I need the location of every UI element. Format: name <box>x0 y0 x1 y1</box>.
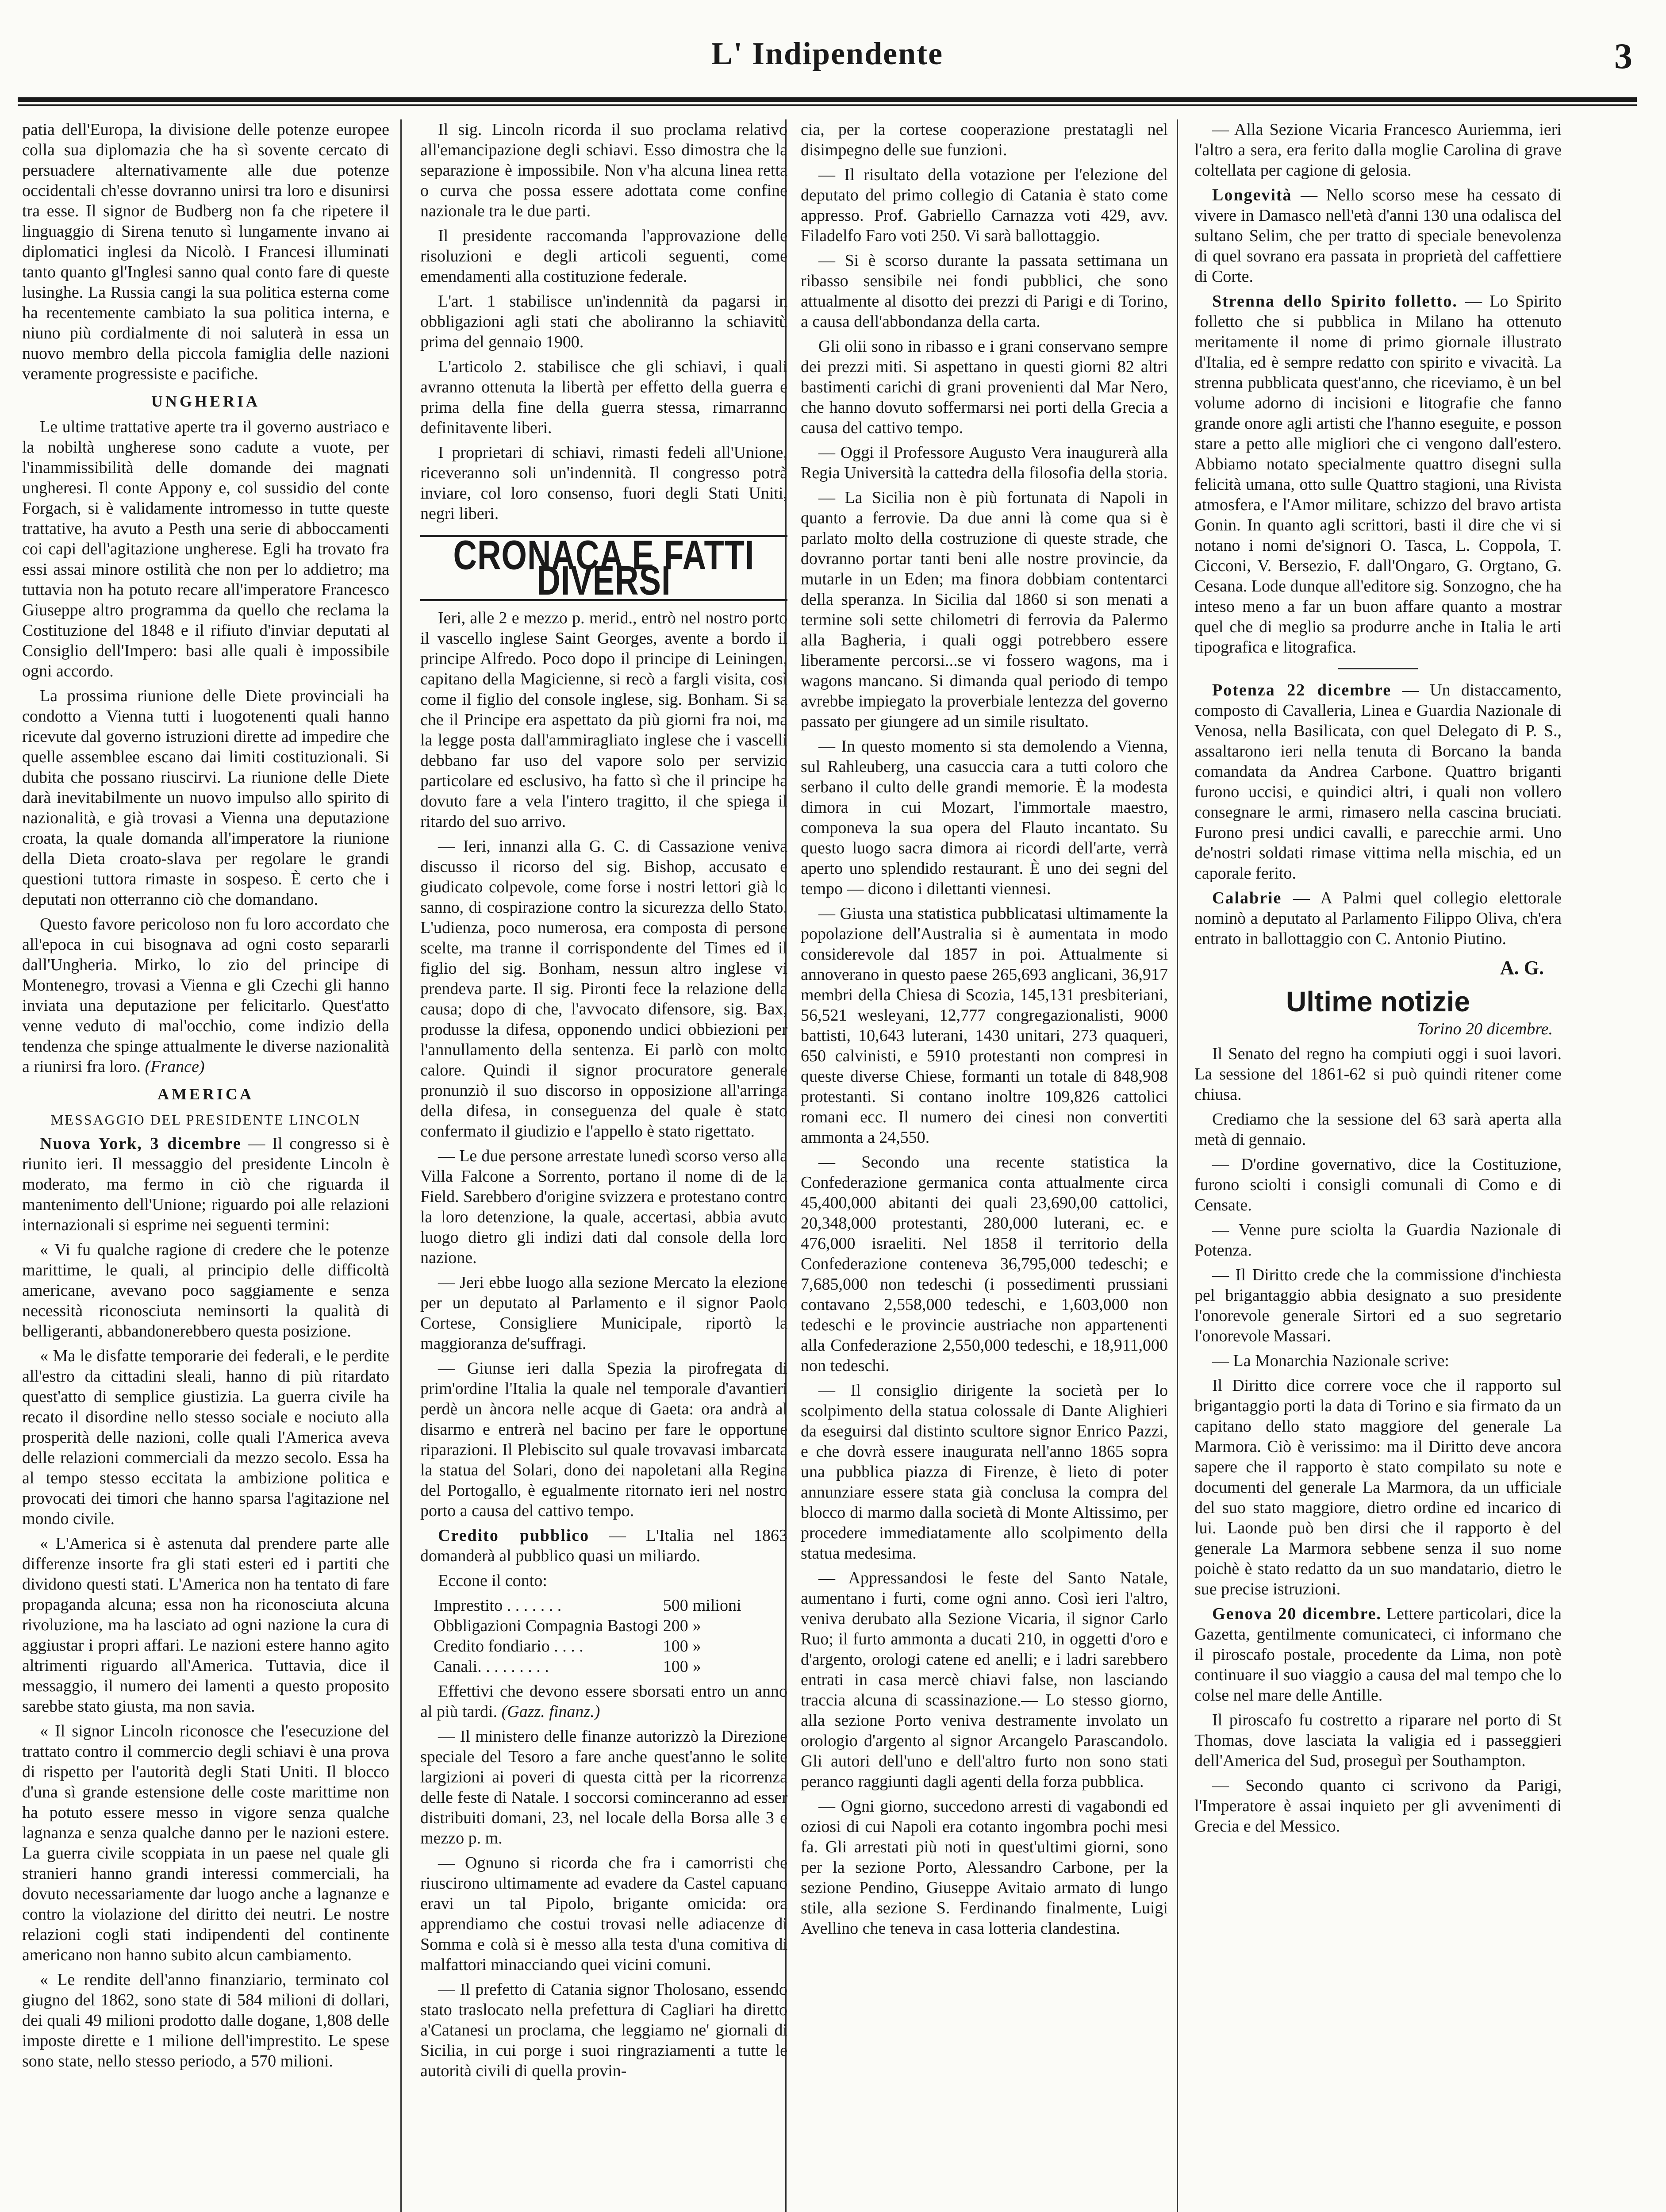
article-paragraph: « L'America si è astenuta dal prendere parte alle differenze insorte fra gli stati esteri ed i partiti che dividono questi stati. L'America non ha tentato di fare propaganda alcuna; essa non ha riconosciuta alcuna rivoluzione, ma ha lasciato ad ogni nazione la cura di aggiustar i propri affari. Le nazioni estere hanno agito altrimenti riguardo all'America. Tuttavia, dice il messaggio, il numero dei lamenti a questo proposito sarebbe stato giusta, ma non savia. <box>22 1534 389 1716</box>
article-paragraph: Il Senato del regno ha compiuti oggi i suoi lavori. La sessione del 1861-62 si può quindi ritener come chiusa. <box>1194 1045 1562 1104</box>
article-paragraph: — Il risultato della votazione per l'elezione del deputato del primo collegio di Catania è stato come appresso. Prof. Gabriello Carnazza voti 429, avv. Filadelfo Faro voti 250. Vi sarà ballottaggio. <box>801 165 1168 245</box>
article-paragraph: — Il consiglio dirigente la società per lo scolpimento della statua colossale di Dante Alighieri da eseguirsi dal distinto scultore signor Enrico Pazzi, e che dovrà essere inaugurata nell'anno 1865 sopra una pubblica piazza di Firenze, è lieto di poter annunziare essere stata già conclusa la compra del blocco di marmo dalla società di Monte Altissimo, per procedere immediatamente allo scolpimento della statua medesima. <box>801 1381 1168 1563</box>
table-cell: » <box>692 1637 701 1655</box>
paragraph-text: Effettivi che devono essere sborsati entro un anno al più tardi. <box>420 1682 787 1721</box>
article-paragraph: Il piroscafo fu costretto a riparare nel porto di St Thomas, dove lasciata la valigia ed i passeggieri dell'America del Sud, proseguì per Southampton. <box>1194 1711 1562 1770</box>
article-paragraph: — Si è scorso durante la passata settimana un ribasso sensibile nei fondi pubblici, che sono attualmente al disotto dei prezzi di Parigi e di Torino, a causa dell'abbondanza della carta. <box>801 251 1168 331</box>
article-paragraph <box>1194 680 1562 883</box>
article-paragraph <box>1194 1604 1562 1705</box>
item-leadin: Genova 20 dicembre. <box>1212 1605 1382 1623</box>
section-heading-ungheria: UNGHERIA <box>151 392 261 410</box>
table-cell: 200 <box>663 1617 688 1635</box>
article-paragraph: Eccone il conto: <box>438 1571 547 1590</box>
article-paragraph: — Il prefetto di Catania signor Tholosano, essendo stato traslocato nella prefettura di Cagliari ha diretto a'Catanesi un proclama, che leggiamo ne' giornali di Sicilia, in cui porge i suoi ringraziamenti a tutte le autorità civili di quella provin- <box>420 1980 787 2080</box>
column-divider <box>400 119 402 2212</box>
table-cell: milioni <box>692 1596 741 1615</box>
dateline-leadin: Nuova York, 3 dicembre <box>40 1134 242 1153</box>
column-divider <box>1177 119 1178 2212</box>
article-paragraph: Gli olii sono in ribasso e i grani conservano sempre dei prezzi miti. Si aspettano in questi giorni 82 altri bastimenti carichi di grani provenienti dal Mar Nero, che hanno dovuto soffermarsi nei porti della Grecia a causa del cattivo tempo. <box>801 337 1168 437</box>
article-paragraph: — Le due persone arrestate lunedì scorso verso alla Villa Falcone a Sorrento, portano il nome di de la Field. Sarebbero d'origine svizzera e protestano contro la loro detenzione, la quale, accertasi, abbia avuto luogo dietro gli indizi dati dal console della loro nazione. <box>420 1147 787 1267</box>
article-paragraph: — Venne pure sciolta la Guardia Nazionale di Potenza. <box>1194 1221 1562 1260</box>
article-paragraph: Il presidente raccomanda l'approvazione delle risoluzioni e degli articoli seguenti, come emendamenti alla costituzione federale. <box>420 227 787 286</box>
article-paragraph: L'articolo 2. stabilisce che gli schiavi, i quali avranno ottenuta la libertà per effetto della guerra e prima della fine della guerra stessa, rimarranno definitavente liberi. <box>420 357 787 437</box>
article-paragraph: — Oggi il Professore Augusto Vera inaugurerà alla Regia Università la cattedra della filosofia della storia. <box>801 443 1168 482</box>
article-paragraph: — Giunse ieri dalla Spezia la pirofregata di prim'ordine l'Italia la quale nel temporale d'avantieri perdè un àncora nelle acque di Gaeta: ora andrà al disarmo e entrerà nel bacino per fare le opportune riparazioni. Il Plebiscito sul quale trovavasi imbarcata la statua del Solari, dono dei napoletani alla Regina del Portogallo, è egualmente ritornato ieri nel nostro porto a causa del cattivo tempo. <box>420 1359 787 1520</box>
column-4 <box>1194 119 1562 2212</box>
masthead <box>18 18 1637 84</box>
article-paragraph: Le ultime trattative aperte tra il governo austriaco e la nobiltà ungherese sono cadute a vuote, per l'inammissibilità delle domande dei magnati ungheresi. Il conte Appony e, col sussidio del conte Forgach, si è validamente intromesso in tutte queste trattative, ha avuto a Pesth una serie di abboccamenti coi capi dell'agitazione ungherese. Egli ha trovato fra essi assai minore ostilità che non per lo addietro; ma tuttavia non ha potuto recare all'imperatore Francesco Giuseppe altro programma da quello che reclama la Costituzione del 1848 e il rifiuto d'inviar deputati al Consiglio dell'Impero: basi alle quali è impossibile ogni accordo. <box>22 418 389 680</box>
article-paragraph: — Jeri ebbe luogo alla sezione Mercato la elezione per un deputato al Parlamento e il signor Paolo Cortese, Consigliere Municipale, riportò la maggioranza de'suffragi. <box>420 1273 787 1353</box>
section-heading-ultime: Ultime notizie <box>1286 986 1470 1018</box>
article-paragraph: « Il signor Lincoln riconosce che l'esecuzione del trattato contro il commercio degli schiavi è una prova di rispetto per l'autorità degli Stati Uniti. Il blocco d'una sì grande estensione delle coste marittime non ha potuto essere messo in vigore senza qualche lagnanza e senza qualche danno per le nazioni estere. La guerra civile scoppiata in un paese nel quale gli stranieri hanno grandi interessi commerciali, ha dovuto necessariamente dar luogo anche a lagnanze e contro la violazione del diritto dei neutri. Le nostre relazioni cogli stati indipendenti del continente americano non hanno subito alcun cambiamento. <box>22 1722 389 1964</box>
article-paragraph: « Le rendite dell'anno finanziario, terminato col giugno del 1862, sono state di 584 milioni di dollari, dei quali 49 milioni prodotto dalle dogane, 1,808 delle imposte dirette e 1 milione dell'imprestito. Le spese sono state, nello stesso periodo, a 570 milioni. <box>22 1970 389 2070</box>
newspaper-title: L' Indipendente <box>711 36 944 71</box>
source-credit: (Gazz. finanz.) <box>501 1702 600 1721</box>
article-paragraph: Il Diritto dice correre voce che il rapporto sul brigantaggio porti la data di Torino e sia firmato da un capitano dello stato maggiore del generale La Marmora. Ciò è verissimo: ma il Diritto deve ancora sapere che il rapporto è stato compilato su note e documenti del generale La Marmora, da un ufficiale del suo stato maggiore, dietro ordine ed incarico di lui. Laonde può ben dirsi che il rapporto è del generale La Marmora sebbene senza il suo nome poichè è stato redatto da un suo mandatario, dietro le sue precise istruzioni. <box>1194 1376 1562 1598</box>
table-cell: » <box>692 1657 701 1676</box>
source-credit: (France) <box>145 1057 205 1076</box>
article-paragraph <box>22 914 389 1077</box>
column-2 <box>420 119 787 2212</box>
separator <box>1338 668 1418 669</box>
article-paragraph <box>420 1525 787 1566</box>
article-paragraph: « Vi fu qualche ragione di credere che le potenze marittime, le quali, al principio delle difficoltà americane, avevano poco saggiamente e senza necessità riconosciuta neminsorti la qualità di belligeranti, abbandonerebbero questa posizione. <box>22 1240 389 1340</box>
paragraph-text: — A Palmi quel collegio elettorale nominò a deputato al Parlamento Filippo Oliva, ch'era entrato in ballottaggio con C. Antonio Piutino. <box>1194 889 1562 948</box>
section-heading-cronaca: CRONACA E FATTI DIVERSI <box>420 535 787 601</box>
table-cell: 100 <box>663 1637 688 1655</box>
article-paragraph: Crediamo che la sessione del 63 sarà aperta alla metà di gennaio. <box>1194 1110 1562 1149</box>
budget-table <box>434 1595 746 1677</box>
article-paragraph: I proprietari di schiavi, rimasti fedeli all'Unione, riceveranno soli un'indennità. Il congresso potrà inviare, col loro consenso, fuori degli Stati Uniti, negri liberi. <box>420 443 787 523</box>
article-paragraph: Il sig. Lincoln ricorda il suo proclama relativo all'emancipazione degli schiavi. Esso dimostra che la separazione è impossibile. Non v'ha alcuna linea retta o curva che possa essere adottata come confine nazionale tra le due parti. <box>420 120 787 220</box>
article-paragraph: — Alla Sezione Vicaria Francesco Auriemma, ieri l'altro a sera, era ferito dalla moglie Carolina di grave coltellata per cagione di gelosia. <box>1194 120 1562 180</box>
article-paragraph: L'art. 1 stabilisce un'indennità da pagarsi in obbligazioni agli stati che aboliranno la schiavitù prima del gennaio 1900. <box>420 292 787 351</box>
paragraph-text: — Il congresso si è riunito ieri. Il messaggio del presidente Lincoln è moderato, ma fermo in ciò che riguarda il mantenimento dell'Unione; riguardo poi alle relazioni internazionali si esprime nei seguenti termini: <box>22 1134 389 1234</box>
article-paragraph: La prossima riunione delle Diete provinciali ha condotto a Vienna tutti i luogotenenti quali hanno ricevute dal governo istruzioni dirette ad impedire che quelle assemblee escano dai limiti costituzionali. Si dubita che possano riuscirvi. La riunione delle Diete darà inevitabilmente un nuovo impulso allo spirito di nazionalità, e già trovasi a Vienna una deputazione croata, la quale domanda all'imperatore la riunione della Dieta croato-slava per regolare le grandi questioni tuttora rimaste in sospeso. È certo che i deputati non otterranno ciò che domandano. <box>22 687 389 909</box>
item-leadin: Longevità <box>1212 186 1292 204</box>
column-1 <box>22 119 389 2212</box>
article-paragraph <box>22 1133 389 1235</box>
article-paragraph: — Giusta una statistica pubblicatasi ultimamente la popolazione dell'Australia si è aumentata in modo considerevole dal 1857 in poi. Attualmente si annoverano in questo paese 265,693 anglicani, 36,917 membri della Chiesa di Scozia, 145,131 presbiteriani, 56,521 wesleyani, 12,777 congregazionalisti, 9000 battisti, 10,643 luterani, 1430 unitari, 273 quaqueri, 650 calvinisti, e 5910 protestanti non compresi in queste diverse Chiese, formanti un totale di 848,908 protestanti. Si contano inoltre 109,826 cattolici romani ecc. Il numero dei cinesi non convertiti ammonta a 24,550. <box>801 904 1168 1147</box>
table-cell: Obbligazioni Compagnia Bastogi <box>434 1617 659 1635</box>
table-row <box>434 1616 746 1636</box>
item-leadin: Potenza 22 dicembre <box>1212 681 1392 699</box>
article-paragraph: — In questo momento si sta demolendo a Vienna, sul Rahleuberg, una casuccia cara a tutti coloro che serbano il culto delle grandi memorie. È la modesta dimora in cui Mozart, l'immortale maestro, componeva la sua opera del Flauto incantato. Su questo luogo sacra dimora ai ricordi dell'arte, verrà aperto uno splendido restaurant. È uno dei segni del tempo — dicono i dilettanti viennesi. <box>801 737 1168 898</box>
article-paragraph: — Appressandosi le feste del Santo Natale, aumentano i furti, come ogni anno. Così ieri l'altro, veniva derubato alla Sezione Vicaria, il signor Carlo Ruo; il furto ammonta a ducati 210, in oggetti d'oro e d'argento, orologi catene ed anelli; e i ladri sarebbero entrati in casa mercè chiavi false, non lasciando traccia alcuna di scassinazione.— Lo stesso giorno, alla sezione Porto veniva destramente involato un orologio d'argento al signor Arcangelo Parascandolo. Gli autori dell'uno e dell'altro furto non sono stati peranco raggiunti dagli agenti della forza pubblica. <box>801 1569 1168 1791</box>
article-paragraph: cia, per la cortese cooperazione prestatagli nel disimpegno delle sue funzioni. <box>801 120 1168 159</box>
paragraph-text: Lettere particolari, dice la Gazetta, gentilmente comunicateci, ci informano che il piroscafo postale, procedente da Lima, non potè continuare il suo viaggio a causa del mal tempo che lo colse nel mare delle Antille. <box>1194 1605 1562 1705</box>
article-paragraph <box>1194 185 1562 287</box>
paragraph-text: — Un distaccamento, composto di Cavalleria, Linea e Guardia Nazionale di Venosa, nella Basilicata, con quel Delegato di P. S., assaltarono ieri nella tenuta di Borcano la banda comandata da Andrea Carbone. Quattro briganti furono uccisi, e quindici altri, i quali non vollero consegnare le armi, rimasero nella cascina bruciati. Furono presi undici cavalli, e parecchie armi. Uno de'nostri soldati rimase vittima nella mischia, ed un caporale ferito. <box>1194 681 1562 883</box>
column-3 <box>801 119 1168 2212</box>
dateline: Torino 20 dicembre. <box>1417 1020 1553 1038</box>
table-cell: » <box>692 1617 701 1635</box>
article-paragraph <box>1194 888 1562 949</box>
article-paragraph: « Ma le disfatte temporarie dei federali, e le perdite all'estro da cittadini sleali, hanno di più ritardato quest'atto di semplice giustizia. La guerra civile ha recato il disordine nello stesso sociale e nociuto alla prosperità delle nazioni, colle quali l'America aveva delle relazioni commerciali da mezzo secolo. Essa ha al tempo stesso eccitata la ambizione politica e provocati dei timori che hanno sparsa l'agitazione nel mondo civile. <box>22 1347 389 1528</box>
article-paragraph: — Secondo una recente statistica la Confederazione germanica conta attualmente circa 45,400,000 abitanti dei quali 23,690,00 cattolici, 20,348,000 protestanti, 280,000 luterani, ec. e 476,000 israeliti. Nel 1858 il territorio della Confederazione conteneva 36,795,000 tedeschi; e 7,685,000 non tedeschi (i possedimenti prussiani contavano 2,558,000 tedeschi, e 1,603,000 non tedeschi e le provincie austriache non appartenenti alla Confederazione 2,550,000 tedeschi, e 18,911,000 non tedeschi. <box>801 1153 1168 1375</box>
article-paragraph: — Il Diritto crede che la commissione d'inchiesta pel brigantaggio abbia designato a suo presidente l'onorevole generale Sirtori ed a suo segretario l'onorevole Massari. <box>1194 1266 1562 1345</box>
paragraph-text: — Lo Spirito folletto che si pubblica in Milano ha ottenuto meritamente il nome di primo giornale illustrato d'Italia, ed è sempre redatto con spirito e vivacità. La strenna pubblicata quest'anno, che riceviamo, è un bel volume adorno di incisioni e litografie che fanno grande onore agli artisti che l'hanno eseguite, e posson stare a petto alle migliori che ci vengono dall'estero. Abbiamo notato specialmente quattro disegni sulla felicità umana, otto sulle Quattro stagioni, una Rivista atmosfera, e l'Amor militare, schizzo del bravo artista Gonin. In quanto agli scrittori, basti il dire che vi si notano i nomi de'signori O. Tasca, L. Coppola, T. Cicconi, V. Bersezio, F. dall'Ongaro, G. Orgtano, G. Cesana. Lode dunque all'editore sig. Sonzogno, che ha inteso meno a far un buon affare quanto a mostrar quel che di meglio sa produrre anche in Italia le arti tipografica e litografica. <box>1194 292 1562 657</box>
author-signature: A. G. <box>1500 957 1544 979</box>
article-paragraph: — Il ministero delle finanze autorizzò la Direzione speciale del Tesoro a fare anche quest'anno le solite largizioni ai poveri di questa città per la ricorrenza delle feste di Natale. I soccorsi cominceranno ad esser distribuiti domani, 23, nel locale della Borsa alle 3 e mezzo p. m. <box>420 1727 787 1847</box>
table-cell: Imprestito . . . . . . . <box>434 1596 562 1615</box>
article-paragraph: patia dell'Europa, la divisione delle potenze europee colla sua diplomazia che ha sì sovente cercato di persuadere alternativamente alle due potenze occidentali ch'esse dovranno unirsi tra loro e disunirsi tra esse. Il signor de Budberg non fa che ripetere il linguaggio di Sirena tenuto sì lungamente invano ai diplomatici inglesi da Nicolò. I Francesi illuminati tanto quanto gl'Inglesi sanno qual conto fare di queste lusinghe. La Russia cangi la sua politica esterna come ha recentemente cambiato la sua politica interna, e niuno più cordialmente di noi saluterà in essa un nuovo membro della piccola famiglia delle nazioni veramente progressiste e pacifiche. <box>22 120 389 383</box>
table-row <box>434 1636 746 1656</box>
paragraph-text: — Nello scorso mese ha cessato di vivere in Damasco nell'età d'anni 130 una odalisca del sultano Selim, che per tratto di speciale benevolenza di quel sovrano era passata in proprietà del caffettiere di Corte. <box>1194 186 1562 286</box>
item-leadin: Credito pubblico <box>438 1526 590 1545</box>
item-leadin: Calabrie <box>1212 889 1282 907</box>
table-row <box>434 1595 746 1616</box>
table-cell: 500 <box>663 1596 688 1615</box>
article-paragraph: — La Sicilia non è più fortunata di Napoli in quanto a ferrovie. Da due anni là come qua si è parlato molto della costruzione di queste strade, che dovranno portar tanti beni alle nostre provincie, da mutarle in un Eden; ma finora dobbiam contentarci della speranza. In Sicilia dal 1860 si son menati a termine soli sette chilometri di ferrovia da Palermo alla Bagheria, i quali oggi potrebbero essere liberamente percorsi...se vi fossero wagons, ma i wagons mancano. Si dimanda qual periodo di tempo avrebbe impiegato la proverbiale lentezza del governo passato per giungere ad un simile risultato. <box>801 488 1168 731</box>
article-paragraph: — Ieri, innanzi alla G. C. di Cassazione veniva discusso il ricorso del sig. Bishop, accusato e giudicato colpevole, come forse i nostri lettori già lo sanno, di cospirazione contro la sicurezza dello Stato. L'udienza, poco numerosa, era composta di persone scelte, ma tranne il corrispondente del Times ed il figlio del sig. Bonham, nessun altro inglese vi prendeva parte. Il sig. Pironti fece la relazione della causa; dopo di che, l'avvocato difensore, sig. Bax, produsse la difesa, opponendo undici obbiezioni per l'annullamento della sentenza. Ei parlò con molto calore. Quindi il signor procuratore generale pronunziò il suo discorso in opposizione all'arringa della difesa, in conseguenza del quale è stato confermato il giudizio e l'appello è stato rigettato. <box>420 837 787 1141</box>
article-paragraph: — D'ordine governativo, dice la Costituzione, furono sciolti i consigli comunali di Como e di Censate. <box>1194 1155 1562 1214</box>
paragraph-text: — L'Italia nel 1863 domanderà al pubblico quasi un miliardo. <box>420 1526 787 1565</box>
table-row <box>434 1656 746 1677</box>
subheading-messaggio: MESSAGGIO DEL PRESIDENTE LINCOLN <box>50 1112 361 1128</box>
table-cell: Credito fondiario . . . . <box>434 1637 583 1655</box>
section-heading-america: AMERICA <box>157 1085 254 1103</box>
table-cell: Canali. . . . . . . . . <box>434 1657 549 1676</box>
masthead-rule-thin <box>18 104 1637 106</box>
article-paragraph <box>420 1681 787 1722</box>
article-paragraph: — Secondo quanto ci scrivono da Parigi, l'Imperatore è assai inquieto per gli avvenimenti di Grecia e del Messico. <box>1194 1776 1562 1836</box>
table-cell: 100 <box>663 1657 688 1676</box>
article-paragraph: — Ognuno si ricorda che fra i camorristi che riuscirono ultimamente ad evadere da Castel capuano eravi un tal Pipolo, brigante omicida: ora apprendiamo che costui trovasi nelle adiacenze di Somma e colà si è messo alla testa d'una comitiva di malfattori minacciando quei vicini comuni. <box>420 1854 787 1974</box>
article-paragraph <box>1194 291 1562 657</box>
article-paragraph: — La Monarchia Nazionale scrive: <box>1212 1352 1449 1370</box>
article-paragraph: Ieri, alle 2 e mezzo p. merid., entrò nel nostro porto il vascello inglese Saint Georges, avente a bordo il principe Alfredo. Poco dopo il principe di Leiningen, capitano della Magicienne, si recò a fargli visita, così come il figlio del console inglese, sig. Bonham. Si sa che il Principe era aspettato da più giorni fra noi, ma la legge posta dall'ammiragliato inglese che i vascelli debbano far uso del vapore solo per servizio particolare ed esclusivo, ha fatto sì che il principe ha dovuto fare a vela l'intero tragitto, il che spiega il ritardo del suo arrivo. <box>420 609 787 831</box>
masthead-rule <box>18 97 1637 102</box>
page-number: 3 <box>1614 36 1632 76</box>
paragraph-text: Questo favore pericoloso non fu loro accordato che all'epoca in cui bisognava ad ogni costo separarli dall'Ungheria. Mirko, lo zio del principe di Montenegro, trovasi a Vienna e gli Czechi gli hanno inviata una deputazione per felicitarlo. Quest'atto venne veduto di mal'occhio, come indizio della tendenza che spinge attualmente le diverse nazionalità a riunirsi fra loro. <box>22 915 389 1076</box>
item-leadin: Strenna dello Spirito folletto. <box>1212 292 1458 311</box>
article-paragraph: — Ogni giorno, succedono arresti di vagabondi ed oziosi di cui Napoli era cotanto ingombra pochi mesi fa. Gli arrestati più noti in quest'ultimi giorni, sono per la sezione Porto, Alessandro Carbone, per la sezione Pendino, Giuseppe Avitaio armato di lungo stile, alla sezione S. Ferdinando finalmente, Luigi Avellino che teneva in casa lotteria clandestina. <box>801 1797 1168 1938</box>
